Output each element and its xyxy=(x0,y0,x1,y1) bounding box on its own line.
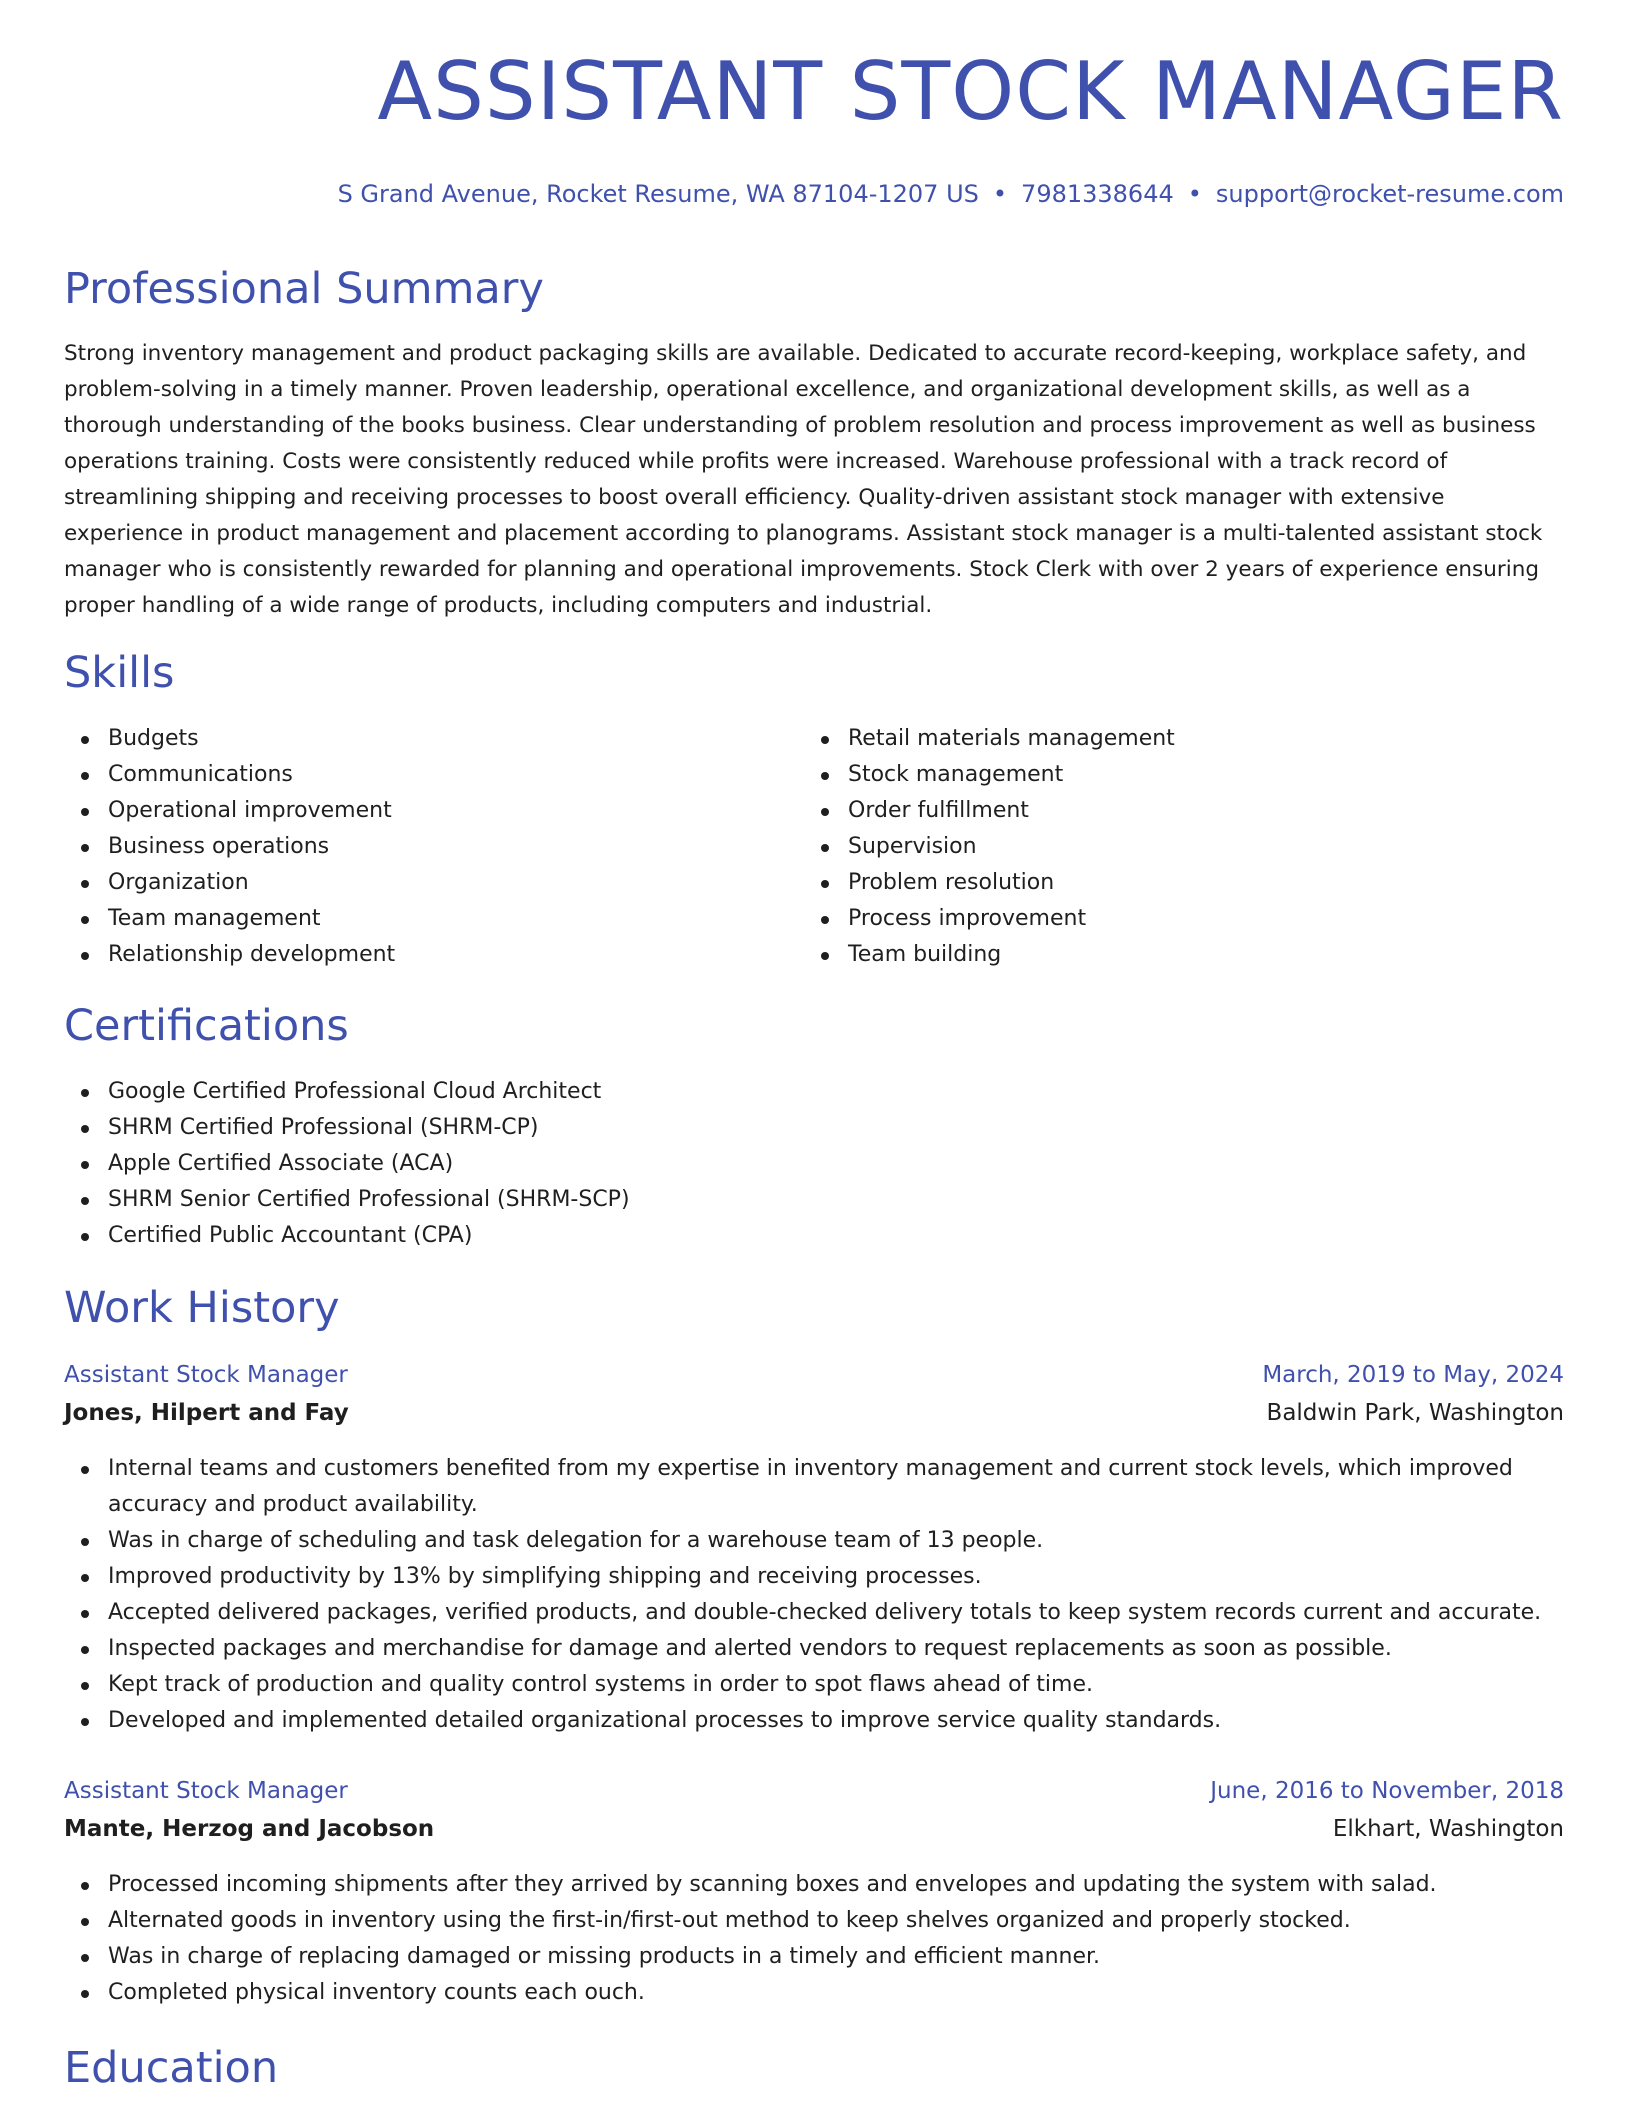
contact-phone: 7981338644 xyxy=(1021,180,1174,208)
skill-item: Relationship development xyxy=(64,937,395,973)
certification-item: SHRM Certified Professional (SHRM-CP) xyxy=(64,1110,630,1146)
responsibility-item: Improved productivity by 13% by simplifying shipping and receiving processes. xyxy=(64,1559,1564,1595)
skills-list-left xyxy=(64,721,395,973)
separator-dot: • xyxy=(1187,180,1202,208)
contact-email[interactable]: support@rocket-resume.com xyxy=(1215,180,1564,208)
skill-item: Operational improvement xyxy=(64,793,395,829)
responsibility-item: Internal teams and customers benefited from my expertise in inventory management and current stock levels, which improved accuracy and product availability. xyxy=(64,1451,1564,1523)
job-company: Jones, Hilpert and Fay xyxy=(64,1400,349,1426)
responsibility-item: Processed incoming shipments after they arrived by scanning boxes and envelopes and updating the system with salad. xyxy=(64,1867,1564,1903)
responsibility-item: Developed and implemented detailed organizational processes to improve service quality standards. xyxy=(64,1703,1564,1739)
responsibility-item: Was in charge of scheduling and task delegation for a warehouse team of 13 people. xyxy=(64,1523,1564,1559)
job-company: Mante, Herzog and Jacobson xyxy=(64,1816,435,1842)
job-location: Baldwin Park, Washington xyxy=(1266,1400,1564,1426)
summary-heading: Professional Summary xyxy=(64,264,544,314)
certification-item: Google Certified Professional Cloud Architect xyxy=(64,1074,630,1110)
responsibility-item: Completed physical inventory counts each ouch. xyxy=(64,1975,1564,2011)
certification-item: SHRM Senior Certified Professional (SHRM-SCP) xyxy=(64,1182,630,1218)
job-responsibilities xyxy=(64,1867,1564,2011)
job-dates: March, 2019 to May, 2024 xyxy=(1262,1362,1564,1388)
skill-item: Communications xyxy=(64,757,395,793)
summary-text: Strong inventory management and product packaging skills are available. Dedicated to accurate record-keeping, workplace safety, and problem-solving in a timely manner. Proven leadership, operational excellence, and organizational development skills, as well as a thorough understanding of the books business. Clear understanding of problem resolution and process improvement as well as business operations training. Costs were consistently reduced while profits were increased. Warehouse professional with a track record of streamlining shipping and receiving processes to boost overall efficiency. Quality-driven assistant stock manager with extensive experience in product management and placement according to planograms. Assistant stock manager is a multi-talented assistant stock manager who is consistently rewarded for planning and operational improvements. Stock Clerk with over 2 years of experience ensuring proper handling of a wide range of products, including computers and industrial. xyxy=(64,341,1543,618)
contact-line xyxy=(338,182,1564,206)
job-dates: June, 2016 to November, 2018 xyxy=(1210,1778,1564,1804)
skill-item: Organization xyxy=(64,865,395,901)
responsibility-item: Alternated goods in inventory using the first-in/first-out method to keep shelves organized and properly stocked. xyxy=(64,1903,1564,1939)
skill-item: Stock management xyxy=(804,757,1175,793)
certifications-list xyxy=(64,1074,630,1254)
responsibility-item: Kept track of production and quality control systems in order to spot flaws ahead of time. xyxy=(64,1667,1564,1703)
certification-item: Apple Certified Associate (ACA) xyxy=(64,1146,630,1182)
skill-item: Supervision xyxy=(804,829,1175,865)
responsibility-item: Inspected packages and merchandise for damage and alerted vendors to request replacements as soon as possible. xyxy=(64,1631,1564,1667)
skill-item: Problem resolution xyxy=(804,865,1175,901)
responsibility-item: Was in charge of replacing damaged or missing products in a timely and efficient manner. xyxy=(64,1939,1564,1975)
work-history-heading: Work History xyxy=(64,1283,340,1333)
skills-heading: Skills xyxy=(64,648,175,698)
contact-address: S Grand Avenue, Rocket Resume, WA 87104-1207 US xyxy=(337,180,979,208)
resume-title: ASSISTANT STOCK MANAGER xyxy=(377,45,1564,138)
job-location: Elkhart, Washington xyxy=(1332,1816,1564,1842)
skill-item: Process improvement xyxy=(804,901,1175,937)
skill-item: Order fulfillment xyxy=(804,793,1175,829)
skill-item: Retail materials management xyxy=(804,721,1175,757)
separator-dot: • xyxy=(992,180,1008,208)
responsibility-item: Accepted delivered packages, verified products, and double-checked delivery totals to keep system records current and accurate. xyxy=(64,1595,1564,1631)
skill-item: Team building xyxy=(804,937,1175,973)
skills-list-right xyxy=(804,721,1175,973)
certification-item: Certified Public Accountant (CPA) xyxy=(64,1218,630,1254)
skill-item: Team management xyxy=(64,901,395,937)
job-title: Assistant Stock Manager xyxy=(64,1778,348,1804)
skill-item: Budgets xyxy=(64,721,395,757)
job-responsibilities xyxy=(64,1451,1564,1739)
certifications-heading: Certifications xyxy=(64,1001,349,1051)
skill-item: Business operations xyxy=(64,829,395,865)
education-heading: Education xyxy=(64,2043,279,2093)
job-title: Assistant Stock Manager xyxy=(64,1362,348,1388)
